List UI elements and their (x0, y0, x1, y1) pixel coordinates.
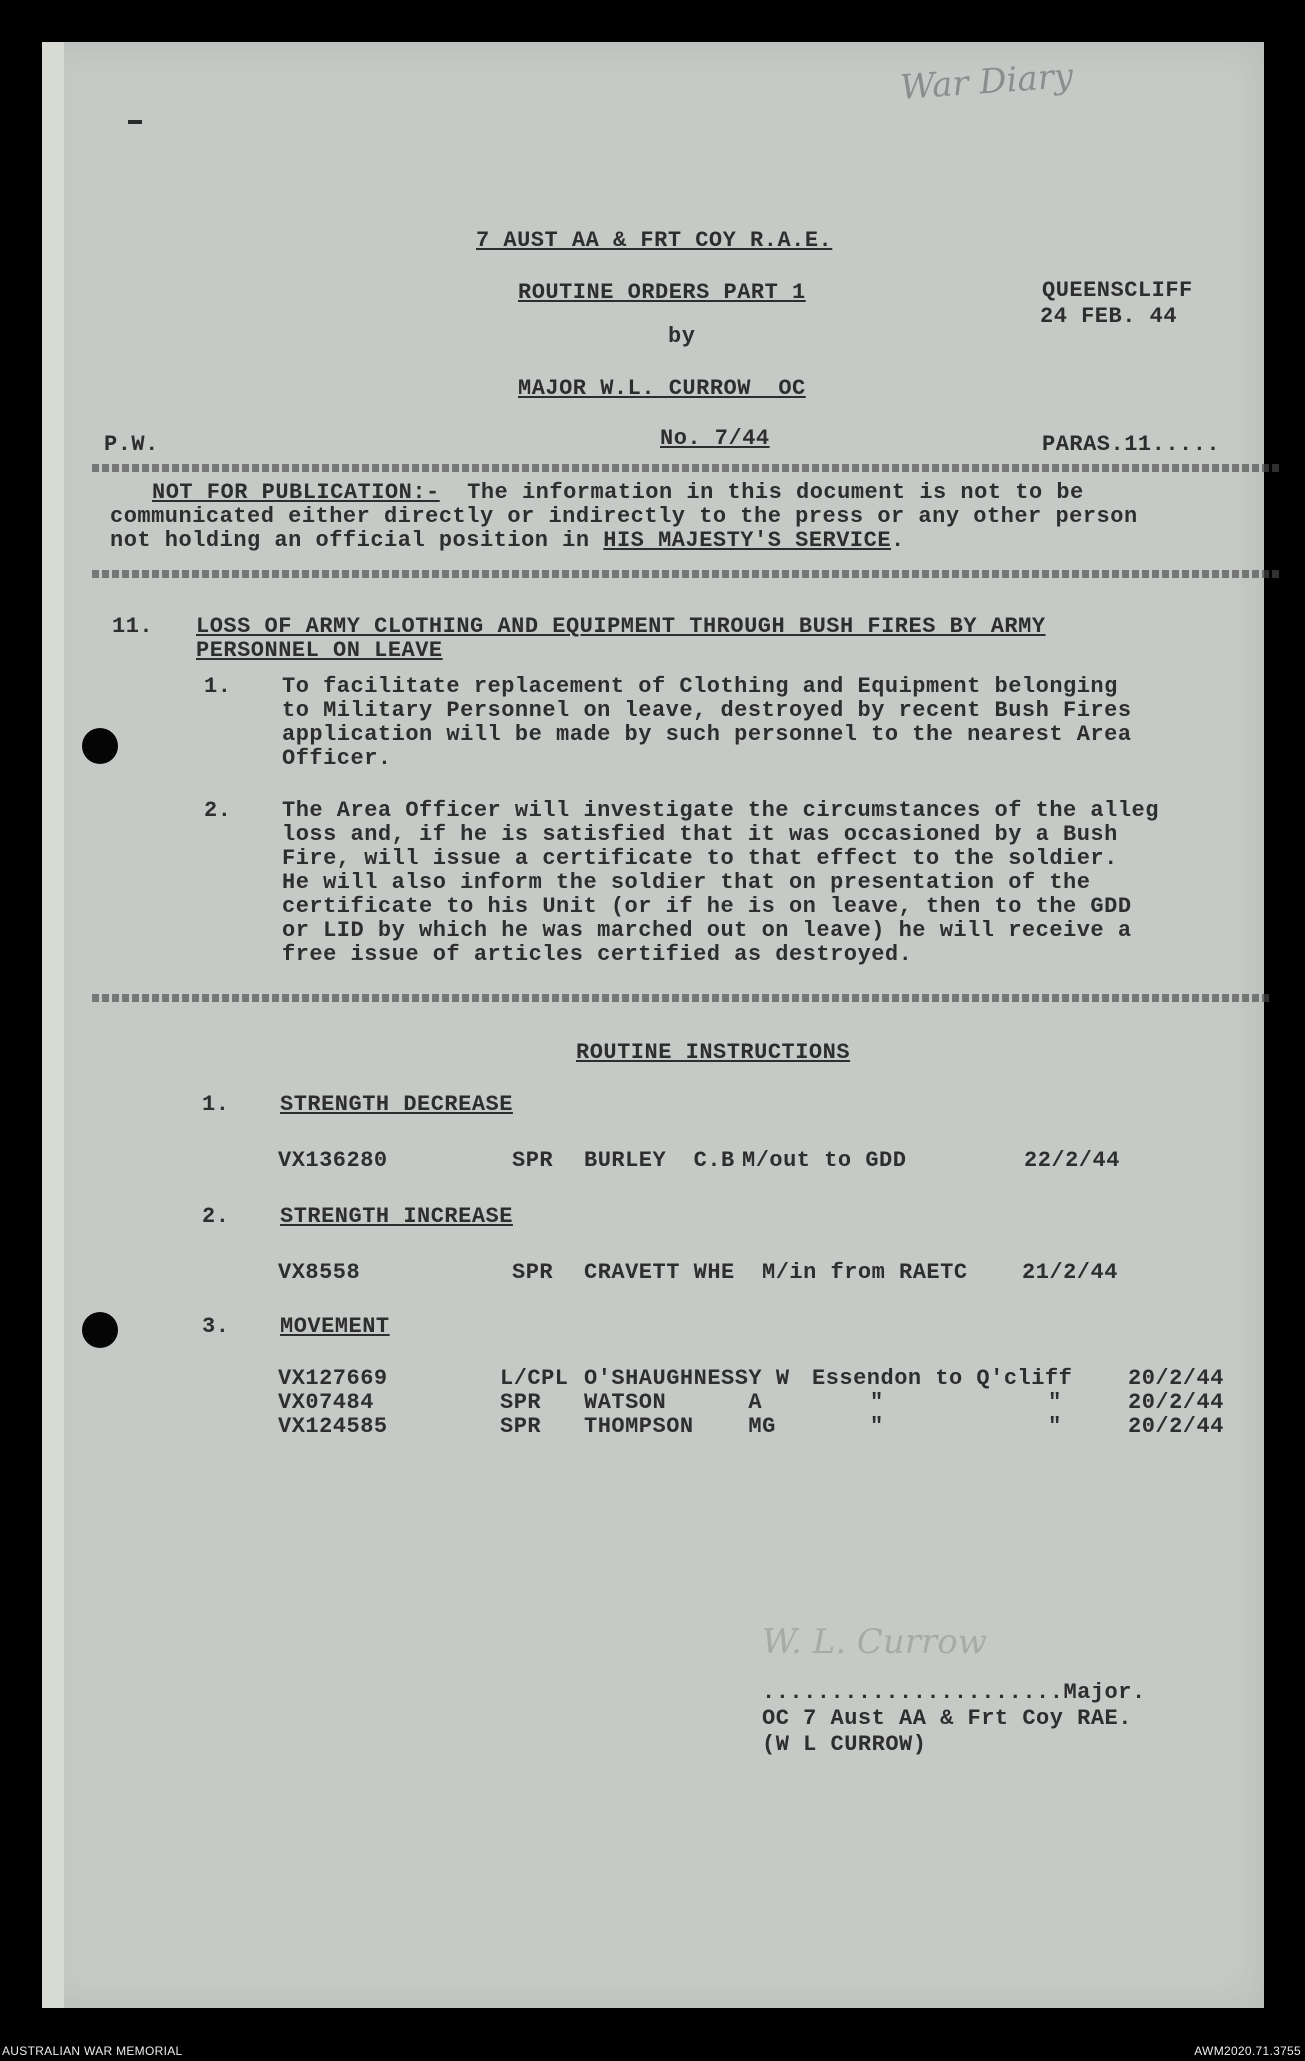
dashed-rule (92, 994, 1272, 1002)
movement-row-1-rank: L/CPL (500, 1366, 569, 1391)
punch-mark (128, 120, 142, 124)
notice-line-1 (152, 480, 1084, 505)
routine-heading: ROUTINE INSTRUCTIONS (576, 1040, 851, 1065)
sub-1-line-1: To facilitate replacement of Clothing and Equipment belonging (282, 674, 1118, 699)
place-name: QUEENSCLIFF (1042, 278, 1193, 303)
sub-2-line-4: He will also inform the soldier that on presentation of the (282, 870, 1091, 895)
signature-line-2: OC 7 Aust AA & Frt Coy RAE. (762, 1706, 1132, 1731)
section-1-date: 22/2/44 (1024, 1148, 1120, 1173)
sub-2-number: 2. (204, 798, 232, 823)
section-3-number: 3. (202, 1314, 230, 1339)
section-2-date: 21/2/44 (1022, 1260, 1118, 1285)
para-11-title-line-1: LOSS OF ARMY CLOTHING AND EQUIPMENT THROUGH BUSH FIRES BY ARMY (196, 614, 1046, 639)
paper-edge-strip (42, 42, 64, 2008)
signature-line-1: ......................Major. (762, 1680, 1146, 1705)
sub-2-line-2: loss and, if he is satisfied that it was occasioned by a Bush (282, 822, 1118, 847)
notice-line-3-end: . (891, 528, 905, 553)
movement-row-3-rank: SPR (500, 1414, 542, 1439)
pw-label: P.W. (104, 432, 159, 457)
archive-credit: AUSTRALIAN WAR MEMORIAL (2, 2044, 183, 2058)
movement-row-1-date: 20/2/44 (1128, 1366, 1224, 1391)
sub-1-line-4: Officer. (282, 746, 392, 771)
section-1-title: STRENGTH DECREASE (280, 1092, 513, 1117)
movement-row-2-name: WATSON A (584, 1390, 763, 1415)
archive-reference: AWM2020.71.3755 (1194, 2044, 1301, 2058)
handwritten-annotation: War Diary (898, 56, 1075, 108)
movement-row-2-rank: SPR (500, 1390, 542, 1415)
section-2-action: M/in from RAETC (762, 1260, 968, 1285)
notice-line-3 (110, 528, 905, 553)
order-date: 24 FEB. 44 (1040, 304, 1178, 329)
movement-row-1-service-no: VX127669 (278, 1366, 388, 1391)
document-page (42, 42, 1264, 2008)
sub-2-line-5: certificate to his Unit (or if he is on leave, then to the GDD (282, 894, 1132, 919)
section-1-name: BURLEY C.B (584, 1148, 735, 1173)
sub-1-number: 1. (204, 674, 232, 699)
para-11-number: 11. (112, 614, 154, 639)
notice-label: NOT FOR PUBLICATION:- (152, 480, 440, 505)
paras-label: PARAS.11..... (1042, 432, 1221, 457)
movement-row-3-date: 20/2/44 (1128, 1414, 1224, 1439)
section-2-title: STRENGTH INCREASE (280, 1204, 513, 1229)
officer-name: MAJOR W.L. CURROW OC (518, 376, 806, 401)
movement-row-1-route: Essendon to Q'cliff (812, 1366, 1073, 1391)
movement-row-2-date: 20/2/44 (1128, 1390, 1224, 1415)
punch-hole (82, 1312, 118, 1348)
section-3-title: MOVEMENT (280, 1314, 390, 1339)
section-1-rank: SPR (512, 1148, 554, 1173)
by-text: by (668, 324, 696, 349)
section-1-service-no: VX136280 (278, 1148, 388, 1173)
movement-row-3-route: " " (870, 1414, 1062, 1439)
signature-line-3: (W L CURROW) (762, 1732, 927, 1757)
sub-2-line-1: The Area Officer will investigate the circumstances of the alleg (282, 798, 1159, 823)
section-2-service-no: VX8558 (278, 1260, 361, 1285)
sub-2-line-7: free issue of articles certified as destroyed. (282, 942, 913, 967)
handwritten-signature: W. L. Currow (762, 1622, 987, 1662)
movement-row-1-name: O'SHAUGHNESSY W (584, 1366, 790, 1391)
notice-line-2: communicated either directly or indirectly to the press or any other person (110, 504, 1138, 529)
sub-1-line-2: to Military Personnel on leave, destroyed by recent Bush Fires (282, 698, 1132, 723)
para-11-title-line-2: PERSONNEL ON LEAVE (196, 638, 443, 663)
section-1-number: 1. (202, 1092, 230, 1117)
movement-row-2-route: " " (870, 1390, 1062, 1415)
section-1-action: M/out to GDD (742, 1148, 907, 1173)
orders-title: ROUTINE ORDERS PART 1 (518, 280, 806, 305)
notice-line-3-start: not holding an official position in (110, 528, 604, 553)
dashed-rule (92, 464, 1282, 472)
movement-row-3-name: THOMPSON MG (584, 1414, 776, 1439)
dashed-rule (92, 570, 1282, 578)
sub-2-line-3: Fire, will issue a certificate to that effect to the soldier. (282, 846, 1118, 871)
section-2-name: CRAVETT WHE (584, 1260, 735, 1285)
notice-line-1-text: The information in this document is not to be (439, 480, 1084, 505)
section-2-number: 2. (202, 1204, 230, 1229)
order-number: No. 7/44 (660, 426, 770, 451)
movement-row-3-service-no: VX124585 (278, 1414, 388, 1439)
unit-title: 7 AUST AA & FRT COY R.A.E. (476, 228, 833, 253)
section-2-rank: SPR (512, 1260, 554, 1285)
service-text: HIS MAJESTY'S SERVICE (603, 528, 892, 553)
movement-row-2-service-no: VX07484 (278, 1390, 374, 1415)
sub-2-line-6: or LID by which he was marched out on leave) he will receive a (282, 918, 1132, 943)
punch-hole (82, 728, 118, 764)
sub-1-line-3: application will be made by such personnel to the nearest Area (282, 722, 1132, 747)
